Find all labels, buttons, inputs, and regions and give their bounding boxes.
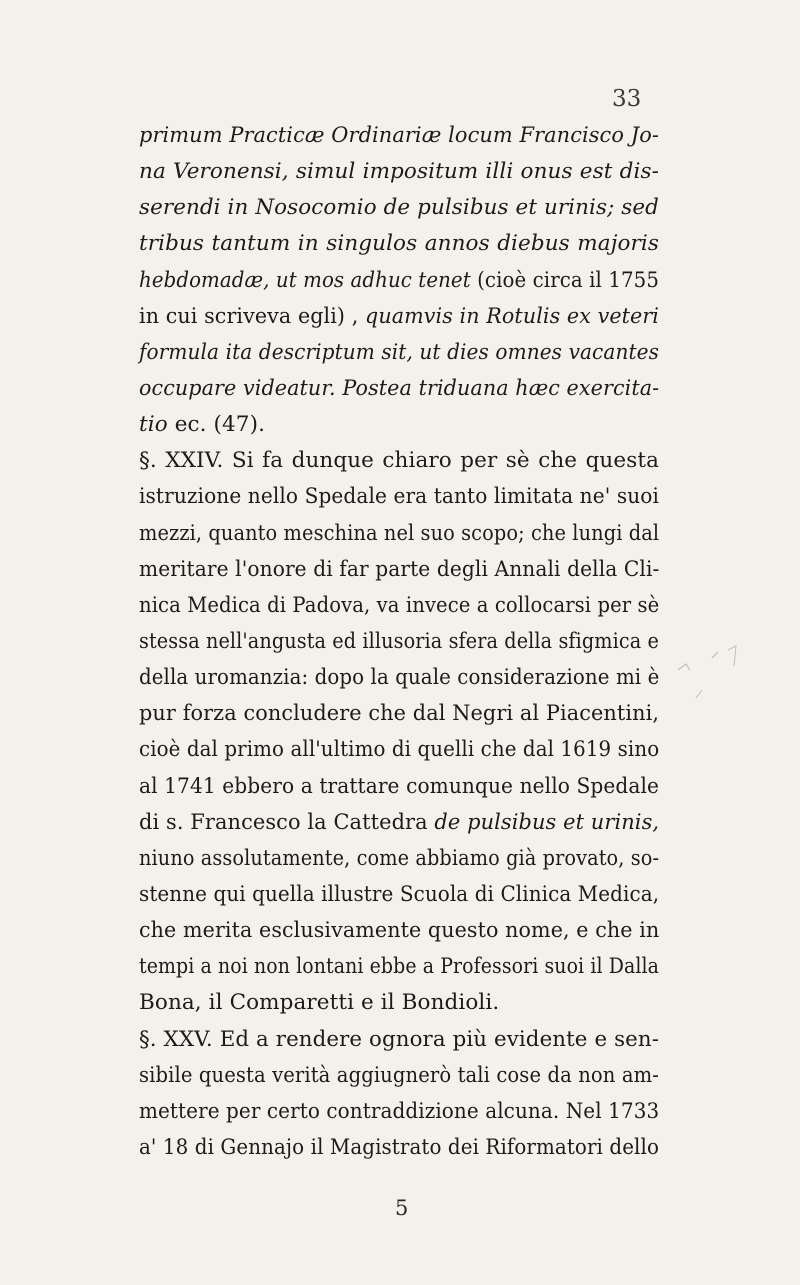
roman-text: stenne qui quella illustre Scuola di Clinica Medica, (139, 881, 660, 907)
roman-text: che merita esclusivamente questo nome, e che in (139, 918, 660, 944)
text-line (139, 588, 659, 624)
italic-text: serendi in Nosocomio de pulsibus et urinis; sed (139, 195, 659, 221)
text-line (139, 1058, 659, 1094)
roman-text: meritare l'onore di far parte degli Annali della Cli- (139, 556, 660, 582)
main-text (139, 118, 659, 1166)
text-line (139, 263, 659, 299)
roman-text: stessa nell'angusta ed illusoria sfera della sfigmica e (139, 628, 659, 654)
text-line (139, 841, 659, 877)
text-line (139, 913, 659, 949)
italic-text: de pulsibus et urinis, (434, 809, 660, 835)
text-line (139, 732, 659, 768)
text-line (139, 1094, 659, 1130)
text-line (139, 407, 659, 443)
roman-text: nica Medica di Padova, va invece a collocarsi per sè (139, 592, 660, 618)
text-line (139, 516, 659, 552)
roman-text: cioè dal primo all'ultimo di quelli che dal 1619 sino (139, 737, 660, 763)
roman-text: (cioè circa il 1755 (470, 267, 659, 293)
text-line (139, 805, 659, 841)
text-line (139, 371, 659, 407)
text-line (139, 335, 659, 371)
roman-text: mezzi, quanto meschina nel suo scopo; che lungi dal (139, 520, 660, 546)
italic-text: occupare videatur. Postea triduana hæc exercita- (139, 375, 660, 401)
text-line (139, 552, 659, 588)
text-line (139, 299, 659, 335)
italic-text: tio (139, 412, 168, 438)
roman-text: a' 18 di Gennajo il Magistrato dei Riformatori dello (139, 1134, 659, 1160)
text-line (139, 1022, 659, 1058)
roman-text: pur forza concludere che dal Negri al Piacentini, (139, 701, 660, 727)
italic-text: formula ita descriptum sit, ut dies omnes vacantes (139, 339, 659, 365)
roman-text: §. XXIV. Si fa dunque chiaro per sè che questa (139, 448, 659, 474)
page-number: 33 (612, 86, 642, 112)
roman-text: mettere per certo contraddizione alcuna. Nel 1733 (139, 1098, 660, 1124)
text-line (139, 443, 659, 479)
italic-text: tribus tantum in singulos annos diebus majoris (139, 231, 659, 257)
roman-text: Bona, il Comparetti e il Bondioli. (139, 990, 500, 1016)
roman-text: tempi a noi non lontani ebbe a Professori suoi il Dalla (139, 954, 659, 980)
text-line (139, 624, 659, 660)
roman-text: niuno assolutamente, come abbiamo già provato, so- (139, 845, 660, 871)
text-line (139, 660, 659, 696)
text-line (139, 696, 659, 732)
text-line (139, 769, 659, 805)
italic-text: hebdomadæ, ut mos adhuc tenet (139, 267, 471, 293)
text-line (139, 154, 659, 190)
italic-text: primum Practicæ Ordinariæ locum Francisco Jo- (139, 123, 659, 148)
text-line (139, 985, 659, 1021)
text-line (139, 877, 659, 913)
text-line (139, 949, 659, 985)
roman-text: al 1741 ebbero a trattare comunque nello Spedale (139, 773, 659, 799)
roman-text: §. XXV. Ed a rendere ognora più evidente e sen- (139, 1026, 659, 1052)
text-line (139, 226, 659, 262)
roman-text: istruzione nello Spedale era tanto limitata ne' suoi (139, 484, 659, 510)
roman-text: della uromanzia: dopo la quale considerazione mi è (139, 665, 660, 691)
text-line (139, 190, 659, 226)
roman-text: di s. Francesco la Cattedra (139, 809, 435, 835)
roman-text: in cui scriveva egli) , (139, 303, 366, 329)
roman-text: sibile questa verità aggiugnerò tali cose da non am- (139, 1062, 659, 1088)
pencil-mark (672, 640, 762, 720)
text-line (139, 479, 659, 515)
italic-text: quamvis in Rotulis ex veteri (365, 303, 659, 329)
text-line (139, 1130, 659, 1166)
text-line (139, 118, 659, 154)
roman-text: ec. (47). (167, 412, 266, 438)
italic-text: na Veronensi, simul impositum illi onus est dis- (139, 159, 659, 185)
signature-mark: 5 (395, 1196, 409, 1220)
